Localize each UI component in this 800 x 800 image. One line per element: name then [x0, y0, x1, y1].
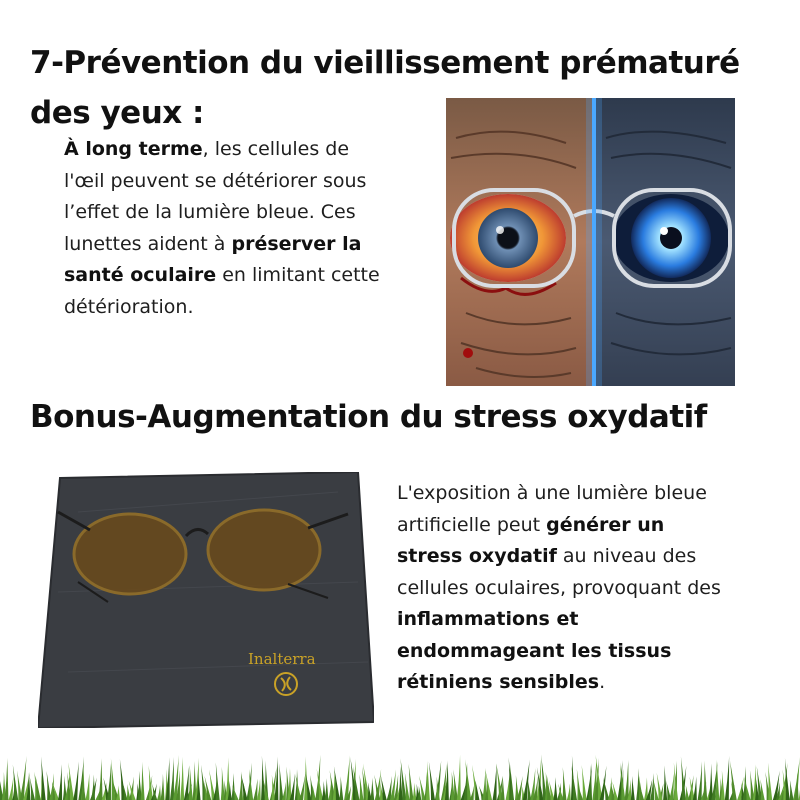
- bold-inflammation: inflammations et endommageant les tissus rétiniens sensibles: [397, 608, 672, 693]
- prevention-text-2: en limitant cette détérioration.: [64, 264, 380, 318]
- oxidative-stress-paragraph: [397, 478, 727, 699]
- grass-blades: [0, 752, 800, 800]
- bold-oxidative-stress: générer un stress oxydatif: [397, 513, 665, 567]
- glasses-on-cloth-photo: [38, 472, 374, 728]
- section-title-bonus: Bonus-Augmentation du stress oxydatif: [30, 399, 707, 435]
- bold-preserve-health: préserver la santé oculaire: [64, 232, 362, 286]
- bold-long-term: À long terme: [64, 138, 203, 160]
- brand-logo-text: Inalterra: [248, 650, 316, 668]
- prevention-text-1: , les cellules de l'œil peuvent se détériorer sous l’effet de la lumière bleue. Ces lunettes aident à: [64, 138, 367, 255]
- stress-text-1: L'exposition à une lumière bleue artificielle peut: [397, 482, 707, 536]
- stress-text-2: au niveau des cellules oculaires, provoquant des: [397, 545, 721, 599]
- section-title-prevention: 7-Prévention du vieillissement prématuré des yeux :: [30, 45, 740, 131]
- aging-eyes-illustration: [446, 98, 735, 386]
- stress-text-3: .: [599, 671, 606, 693]
- prevention-paragraph: [64, 134, 394, 323]
- grass-border: [0, 752, 800, 800]
